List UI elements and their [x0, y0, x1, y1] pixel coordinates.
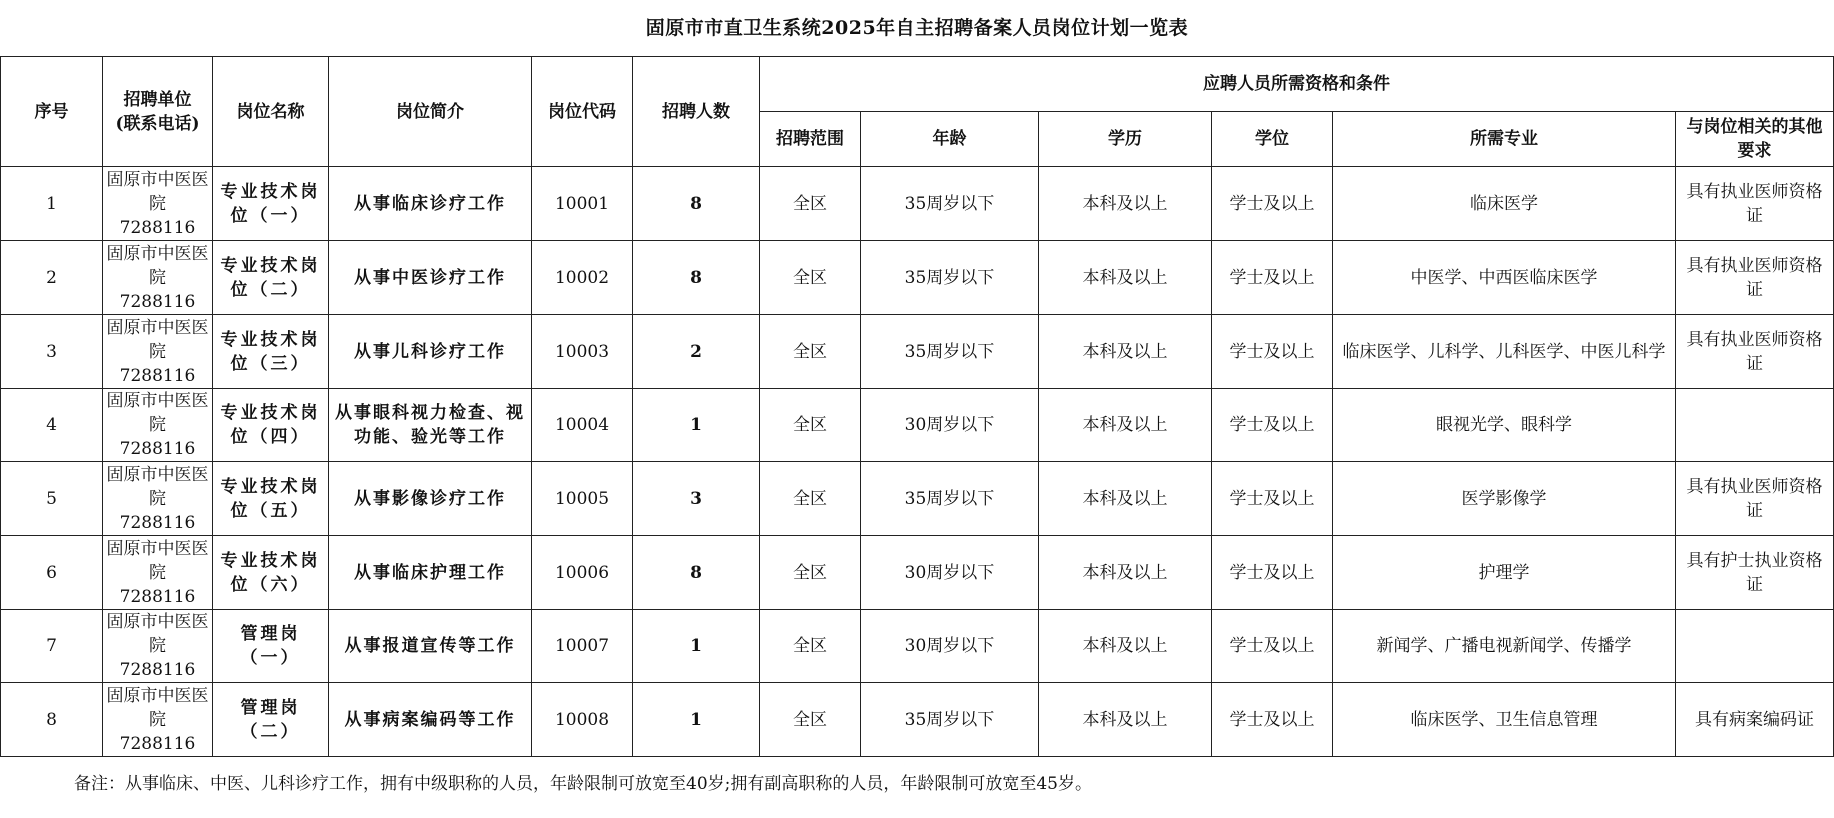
unit-name: 固原市中医医院	[106, 685, 209, 730]
header-count: 招聘人数	[633, 57, 760, 167]
cell-seq: 8	[1, 683, 103, 757]
cell-scope: 全区	[760, 536, 861, 610]
cell-scope: 全区	[760, 241, 861, 315]
cell-scope: 全区	[760, 389, 861, 462]
cell-major: 新闻学、广播电视新闻学、传播学	[1333, 610, 1676, 683]
cell-position: 专业技术岗位（一）	[213, 167, 329, 241]
cell-intro: 从事病案编码等工作	[329, 683, 532, 757]
cell-intro: 从事临床诊疗工作	[329, 167, 532, 241]
cell-count: 2	[633, 315, 760, 389]
cell-code: 10003	[532, 315, 633, 389]
header-scope: 招聘范围	[760, 112, 861, 167]
table-row	[1, 536, 1834, 610]
cell-scope: 全区	[760, 683, 861, 757]
cell-count: 1	[633, 389, 760, 462]
cell-intro: 从事眼科视力检查、视功能、验光等工作	[329, 389, 532, 462]
cell-seq: 6	[1, 536, 103, 610]
header-education: 学历	[1039, 112, 1212, 167]
cell-degree: 学士及以上	[1212, 610, 1333, 683]
cell-degree: 学士及以上	[1212, 241, 1333, 315]
header-code: 岗位代码	[532, 57, 633, 167]
cell-code: 10008	[532, 683, 633, 757]
unit-phone: 7288116	[119, 291, 196, 312]
cell-position: 专业技术岗位（二）	[213, 241, 329, 315]
cell-intro: 从事影像诊疗工作	[329, 462, 532, 536]
cell-seq: 2	[1, 241, 103, 315]
cell-other: 具有执业医师资格证	[1676, 315, 1834, 389]
cell-code: 10007	[532, 610, 633, 683]
cell-code: 10004	[532, 389, 633, 462]
cell-seq: 1	[1, 167, 103, 241]
header-degree: 学位	[1212, 112, 1333, 167]
cell-major: 医学影像学	[1333, 462, 1676, 536]
header-unit-line2: (联系电话)	[115, 113, 200, 134]
cell-code: 10005	[532, 462, 633, 536]
cell-position: 专业技术岗位（四）	[213, 389, 329, 462]
cell-position: 专业技术岗位（五）	[213, 462, 329, 536]
cell-seq: 5	[1, 462, 103, 536]
unit-phone: 7288116	[119, 512, 196, 533]
unit-phone: 7288116	[119, 365, 196, 386]
header-seq: 序号	[1, 57, 103, 167]
cell-education: 本科及以上	[1039, 683, 1212, 757]
cell-count: 8	[633, 167, 760, 241]
cell-education: 本科及以上	[1039, 241, 1212, 315]
table-row	[1, 683, 1834, 757]
cell-seq: 7	[1, 610, 103, 683]
unit-phone: 7288116	[119, 439, 196, 459]
cell-other	[1676, 389, 1834, 462]
cell-degree: 学士及以上	[1212, 683, 1333, 757]
cell-major: 护理学	[1333, 536, 1676, 610]
cell-age: 35周岁以下	[861, 315, 1039, 389]
cell-unit	[103, 683, 213, 757]
cell-major: 眼视光学、眼科学	[1333, 389, 1676, 462]
cell-education: 本科及以上	[1039, 536, 1212, 610]
table-row	[1, 610, 1834, 683]
cell-degree: 学士及以上	[1212, 389, 1333, 462]
cell-age: 35周岁以下	[861, 683, 1039, 757]
unit-name: 固原市中医医院	[106, 612, 209, 656]
header-age: 年龄	[861, 112, 1039, 167]
cell-education: 本科及以上	[1039, 462, 1212, 536]
cell-count: 1	[633, 683, 760, 757]
cell-age: 35周岁以下	[861, 241, 1039, 315]
header-position: 岗位名称	[213, 57, 329, 167]
cell-unit	[103, 315, 213, 389]
unit-name: 固原市中医医院	[106, 391, 209, 435]
header-intro: 岗位简介	[329, 57, 532, 167]
cell-position: 专业技术岗位（六）	[213, 536, 329, 610]
cell-count: 1	[633, 610, 760, 683]
cell-intro: 从事中医诊疗工作	[329, 241, 532, 315]
header-row-primary	[1, 57, 1834, 112]
cell-education: 本科及以上	[1039, 389, 1212, 462]
cell-position: 管理岗（一）	[213, 610, 329, 683]
cell-count: 3	[633, 462, 760, 536]
cell-other: 具有执业医师资格证	[1676, 462, 1834, 536]
cell-age: 30周岁以下	[861, 389, 1039, 462]
table-row	[1, 241, 1834, 315]
footnote: 备注：从事临床、中医、儿科诊疗工作，拥有中级职称的人员，年龄限制可放宽至40岁;拥有副高职称的人员，年龄限制可放宽至45岁。	[74, 774, 1092, 794]
cell-major: 临床医学、卫生信息管理	[1333, 683, 1676, 757]
cell-count: 8	[633, 241, 760, 315]
cell-unit	[103, 389, 213, 462]
cell-other: 具有护士执业资格证	[1676, 536, 1834, 610]
cell-age: 30周岁以下	[861, 536, 1039, 610]
cell-seq: 4	[1, 389, 103, 462]
cell-position: 专业技术岗位（三）	[213, 315, 329, 389]
header-unit-line1: 招聘单位	[123, 89, 192, 110]
cell-intro: 从事临床护理工作	[329, 536, 532, 610]
cell-position: 管理岗（二）	[213, 683, 329, 757]
cell-degree: 学士及以上	[1212, 536, 1333, 610]
cell-major: 中医学、中西医临床医学	[1333, 241, 1676, 315]
cell-other: 具有病案编码证	[1676, 683, 1834, 757]
header-qualifications: 应聘人员所需资格和条件	[760, 57, 1834, 112]
cell-education: 本科及以上	[1039, 315, 1212, 389]
cell-education: 本科及以上	[1039, 610, 1212, 683]
cell-unit	[103, 610, 213, 683]
cell-count: 8	[633, 536, 760, 610]
table-row	[1, 462, 1834, 536]
cell-scope: 全区	[760, 167, 861, 241]
cell-code: 10001	[532, 167, 633, 241]
unit-name: 固原市中医医院	[106, 317, 209, 362]
table-row	[1, 315, 1834, 389]
unit-phone: 7288116	[119, 660, 196, 680]
unit-phone: 7288116	[119, 586, 196, 607]
cell-scope: 全区	[760, 315, 861, 389]
header-major: 所需专业	[1333, 112, 1676, 167]
unit-name: 固原市中医医院	[106, 169, 209, 214]
cell-seq: 3	[1, 315, 103, 389]
cell-age: 35周岁以下	[861, 462, 1039, 536]
page-title: 固原市市直卫生系统2025年自主招聘备案人员岗位计划一览表	[645, 17, 1189, 39]
cell-other: 具有执业医师资格证	[1676, 167, 1834, 241]
header-unit	[103, 57, 213, 167]
cell-major: 临床医学	[1333, 167, 1676, 241]
cell-degree: 学士及以上	[1212, 167, 1333, 241]
cell-other: 具有执业医师资格证	[1676, 241, 1834, 315]
cell-intro: 从事儿科诊疗工作	[329, 315, 532, 389]
cell-scope: 全区	[760, 610, 861, 683]
table-row	[1, 167, 1834, 241]
unit-phone: 7288116	[119, 217, 196, 238]
cell-other	[1676, 610, 1834, 683]
cell-age: 35周岁以下	[861, 167, 1039, 241]
cell-unit	[103, 241, 213, 315]
cell-unit	[103, 536, 213, 610]
cell-intro: 从事报道宣传等工作	[329, 610, 532, 683]
cell-age: 30周岁以下	[861, 610, 1039, 683]
unit-name: 固原市中医医院	[106, 464, 209, 509]
cell-unit	[103, 462, 213, 536]
cell-unit	[103, 167, 213, 241]
cell-degree: 学士及以上	[1212, 462, 1333, 536]
table-body	[1, 167, 1834, 757]
unit-name: 固原市中医医院	[106, 243, 209, 288]
cell-major: 临床医学、儿科学、儿科医学、中医儿科学	[1333, 315, 1676, 389]
unit-phone: 7288116	[119, 733, 196, 754]
header-other: 与岗位相关的其他要求	[1676, 112, 1834, 167]
cell-education: 本科及以上	[1039, 167, 1212, 241]
cell-scope: 全区	[760, 462, 861, 536]
cell-degree: 学士及以上	[1212, 315, 1333, 389]
cell-code: 10002	[532, 241, 633, 315]
unit-name: 固原市中医医院	[106, 538, 209, 583]
table-row	[1, 389, 1834, 462]
cell-code: 10006	[532, 536, 633, 610]
recruitment-table	[0, 56, 1834, 757]
